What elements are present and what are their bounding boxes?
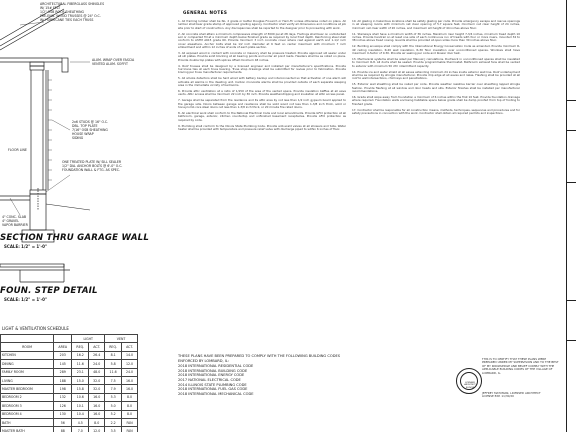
note-paragraph: 8. All electrical work shall conform to the National Electrical Code and local amendments. Provide GFCI protection at all bathroom, garage, exterior, kitchen countertop and unfinished basement receptacles. Provide AFCI protection as required by code. <box>178 111 346 122</box>
slab-callout: 4" CONC. SLAB 4" GRAVEL VAPOR BARRIER <box>2 215 28 227</box>
table-group-header-row <box>1 335 138 343</box>
architect-seal <box>456 368 482 394</box>
table-cell: 16.0 <box>122 376 138 384</box>
note-paragraph: 4. Roof trusses shall be designed by a licensed engineer and installed per manufacturer's specifications. Provide hurricane ties at each truss bearing. Truss shop drawings shall be submitted for review prior to fabrication. Provide bracing per truss manufacturer requirements. <box>178 63 346 75</box>
table-row <box>1 410 138 418</box>
note-paragraph: 16. Grade shall slope away from foundation a minimum of 6 inches within the first 10 feet. Provide foundation drainage where required. Foundation walls enclosing habitable space below grade shall be damp proofed from top of footing to finished grade. <box>352 95 520 106</box>
codes-list <box>178 364 348 396</box>
table-cell: 8.0 <box>122 393 138 401</box>
seal-text: LICENSED ARCHITECT ILLINOIS <box>464 382 476 389</box>
table-row <box>1 385 138 393</box>
table-group-header <box>1 335 54 343</box>
table-header: ACT. <box>122 343 138 351</box>
title-block-border <box>566 0 576 432</box>
table-cell: 2.2 <box>105 418 122 426</box>
table-cell: 7.9 <box>105 385 122 393</box>
step-detail-title: FOUN. STEP DETAIL <box>0 286 98 296</box>
building-codes-block <box>178 354 348 396</box>
table-cell: 26.4 <box>89 351 105 359</box>
table-group-header: VENT <box>105 335 138 343</box>
title-block-divider <box>566 340 576 341</box>
table-cell: 16.0 <box>89 393 105 401</box>
note-paragraph: 11. Stairways shall have a minimum width of 36 inches. Maximum riser height 7-3/4 inches, minimum tread depth 10 inches. Provide handrail on at least one side of each continuous run of treads with four or more risers, mounted 34 to 38 inches above tread nosing. Guards shall be provided at open sides more than 30 inches above floor. <box>352 31 520 43</box>
table-cell: 5.0 <box>105 402 122 410</box>
code-item: 2018 INTERNATIONAL FUEL GAS CODE <box>178 387 248 392</box>
table-cell: 145 <box>54 360 72 368</box>
table-cell: 32.0 <box>89 376 105 384</box>
table-cell-room: FAMILY ROOM <box>1 368 54 376</box>
code-item: 2014 ILLINOIS STATE PLUMBING CODE <box>178 382 247 387</box>
table-cell: 5.3 <box>105 393 122 401</box>
table-body <box>1 351 138 432</box>
table-cell: 11.6 <box>72 360 89 368</box>
table-cell: 5.8 <box>105 360 122 368</box>
note-paragraph: 1. All framing lumber shall be No. 2 grade or better Douglas Fir-Larch or Hem-Fir unless otherwise noted on plans. All lumber shall bear grade stamp of approved grading agency. Contractor shall verify all dimensions and conditions at job site prior to start of construction. Any discrepancies shall be reported to the designer prior to proceeding with work. <box>178 20 346 30</box>
code-item: 2018 INTERNATIONAL BUILDING CODE <box>178 368 248 373</box>
notes-column-1 <box>178 20 346 350</box>
note-paragraph: 7. Garage shall be separated from the residence and its attic area by not less than 1/2 inch gypsum board applied to the garage side. Doors between garage and residence shall be solid wood not less than 1-3/8 inch thick, solid or honeycomb core steel doors not less than 1-3/8 inch thick, or 20 minute fire rated doors. <box>178 98 346 110</box>
table-cell: 23.1 <box>72 368 89 376</box>
note-paragraph: 5. All smoke detectors shall be hard wired with battery backup and interconnected so that activation of one alarm will activate all alarms in the dwelling unit. Carbon monoxide alarms shall be provided outside of each separate sleeping area in the immediate vicinity of bedrooms. <box>178 76 346 87</box>
table-cell: 7.5 <box>105 376 122 384</box>
title-block-divider <box>566 130 576 131</box>
table-cell: 16.2 <box>72 351 89 359</box>
table-group-header <box>54 335 72 343</box>
vent-schedule-table <box>0 334 138 432</box>
table-cell: 4.5 <box>72 418 89 426</box>
title-block-divider <box>566 182 576 183</box>
note-paragraph: 13. Mechanical systems shall be sized per Manual J calculations. Ductwork in unconditioned spaces shall be insulated to minimum R-8. All ducts shall be sealed. Provide programmable thermostat. Bathroom exhaust fans shall be vented to exterior with minimum 50 cfm intermittent capacity. <box>352 57 520 68</box>
table-row <box>1 427 138 432</box>
certification-text: THIS IS TO CERTIFY THAT THESE PLANS WERE PREPARED UNDER MY SUPERVISION AND TO THE BEST OF MY KNOWLEDGE AND BELIEF COMPLY WITH THE APPLICABLE BUILDING CODES OF THE VILLAGE OF LOMBARD, IL. <box>482 357 559 375</box>
table-cell: 8.0 <box>89 418 105 426</box>
table-cell: 12.0 <box>122 360 138 368</box>
table-cell: 10.6 <box>72 393 89 401</box>
table-header: REQ. <box>105 343 122 351</box>
table-cell: 8.0 <box>122 402 138 410</box>
table-cell: 32.0 <box>89 385 105 393</box>
table-cell: 88 <box>54 427 72 432</box>
table-cell: 130 <box>54 410 72 418</box>
code-item: 2018 INTERNATIONAL ENERGY CODE <box>178 373 245 378</box>
seal-inner-ring <box>460 372 478 390</box>
table-cell-room: KITCHEN <box>1 351 54 359</box>
table-row <box>1 368 138 376</box>
table-cell: 16.0 <box>89 410 105 418</box>
code-item: 2017 NATIONAL ELECTRICAL CODE <box>178 377 241 382</box>
signature-block: JEFFREY MATUMAN, LICENSED ARCHITECT LICENSE EXP. 11/30/20 <box>482 391 541 399</box>
general-notes-title: GENERAL NOTES <box>183 10 228 15</box>
table-cell-room: MASTER BEDROOM <box>1 385 54 393</box>
vent-schedule-title: LIGHT & VENTILATION SCHEDULE <box>2 326 69 331</box>
table-cell: 188 <box>54 376 72 384</box>
floor-line-callout: FLOOR LINE <box>8 148 27 152</box>
code-item: 2018 INTERNATIONAL MECHANICAL CODE <box>178 391 254 396</box>
wall-callout: 2x6 STUDS @ 16" O.C. DBL. TOP PLATE 7/16" OSB SHEATHING HOUSE WRAP SIDING <box>72 120 109 140</box>
note-paragraph: 9. Plumbing shall conform to the Illinois State Plumbing Code. Provide anti-scald valves at all showers and tubs. Water heater shall be provided with temperature and pressure relief valve with discharge piped to within 6 inches of floor. <box>178 123 346 132</box>
table-row <box>1 376 138 384</box>
soffit-callout: ALUM. WRAP OVER FASCIA VENTED ALUM. SOFFIT <box>92 58 135 66</box>
table-group-header: LIGHT <box>72 335 105 343</box>
roof-callout: ARCHITECTURAL FIBERGLASS SHINGLES W/ 15# FELT 1/2" OSB ROOF SHEATHING PRE-ENG. WOOD TRUSSES @ 24" O.C. W/ HURRICANE TIES EACH TRUSS <box>40 2 105 22</box>
table-header-row <box>1 343 138 351</box>
table-cell: 24.0 <box>122 368 138 376</box>
section-title: SECTION THRU GARAGE WALL <box>0 233 150 243</box>
note-paragraph: 15. Exterior wall sheathing shall be nailed per code. Provide weather resistive barrier over sheathing lapped shingle fashion. Provide flashing at all window and door heads and sills. Exterior finishes shall be installed per manufacturer recommendations. <box>352 82 520 94</box>
table-cell: FAN <box>122 427 138 432</box>
title-block-divider <box>566 100 576 101</box>
step-detail-scale: SCALE: 1/2" = 1'-0" <box>4 297 47 302</box>
note-paragraph: 14. Provide ice and water shield at all eaves extending minimum 24 inches inside exterior wall line. Roof underlayment shall be as required by shingle manufacturer. Provide drip edge at all eaves and rakes. Flashing shall be provided at all roof to wall intersections, chimneys and penetrations. <box>352 69 520 81</box>
table-cell: 14.0 <box>122 351 138 359</box>
table-cell: 3.5 <box>105 427 122 432</box>
code-item: 2018 INTERNATIONAL RESIDENTIAL CODE <box>178 364 254 369</box>
table-cell-room: BEDROOM 3 <box>1 402 54 410</box>
table-cell-room: DINING <box>1 360 54 368</box>
table-header: AREA <box>54 343 72 351</box>
title-block-divider <box>566 46 576 47</box>
table-cell: 16.0 <box>122 385 138 393</box>
table-cell: 16.0 <box>89 402 105 410</box>
table-cell: 10.1 <box>72 402 89 410</box>
table-cell: 8.0 <box>122 410 138 418</box>
table-cell: 8.1 <box>105 351 122 359</box>
table-row <box>1 351 138 359</box>
table-cell: 203 <box>54 351 72 359</box>
note-paragraph: 2. All concrete shall attain a minimum compressive strength of 3000 psi at 28 days. Footings shall bear on undisturbed soil or compacted fill at a minimum depth below finished grade as required by local frost depth. Reinforcing steel shall conform to ASTM A615 grade 60. Provide minimum 3 inch concrete cover where cast against earth and 1-1/2 inch cover elsewhere. Anchor bolts shall be 1/2 inch diameter at 6 feet on center maximum with minimum 7 inch embedment and within 12 inches of ends of each plate section. <box>178 31 346 49</box>
table-header: ROOM <box>1 343 54 351</box>
table-header: REQ. <box>72 343 89 351</box>
table-cell: 11.6 <box>105 368 122 376</box>
note-paragraph: 6. Provide attic ventilation at a ratio of 1/150 of the area of the vented space. Provide insulation baffles at all eave vents. Attic access shall be minimum 22 inch by 30 inch. Provide weatherstripping and insulation at attic access panel. <box>178 89 346 97</box>
table-cell-room: LIVING <box>1 376 54 384</box>
note-paragraph: 17. Contractor shall be responsible for all construction means, methods, techniques, sequences and procedures and for safety precautions in connection with the work. Contractor shall obtain all required permits and inspections. <box>352 107 520 116</box>
table-cell: 24.0 <box>89 360 105 368</box>
table-row <box>1 393 138 401</box>
table-cell: FAN <box>122 418 138 426</box>
table-row <box>1 402 138 410</box>
table-cell: 126 <box>54 402 72 410</box>
codes-heading: THESE PLANS HAVE BEEN PREPARED TO COMPLY WITH THE FOLLOWING BUILDING CODES ENFORCED BY LOMBARD, IL: <box>178 354 341 363</box>
note-paragraph: 3. All exposed wood in contact with concrete or masonry shall be pressure treated. Provide approved sill sealer under all sill plates. Provide solid blocking at all bearing points and under all point loads. Headers shall be as noted on plans. Provide double top plates with splices offset minimum 48 inches. <box>178 50 346 62</box>
table-row <box>1 360 138 368</box>
table-cell: 10.4 <box>72 410 89 418</box>
table-cell-room: BATH <box>1 418 54 426</box>
foundation-callout: ONE TREATED PLATE W/ SILL SEALER 1/2" DIA. ANCHOR BOLTS @ 6'-0" O.C. FOUNDATION WALL & FTG. AS SPEC. <box>62 160 123 172</box>
table-cell-room: BEDROOM 2 <box>1 393 54 401</box>
table-cell: 56 <box>54 418 72 426</box>
table-cell: 48.0 <box>89 368 105 376</box>
table-header: ACT. <box>89 343 105 351</box>
note-paragraph: 12. Building envelope shall comply with the International Energy Conservation Code as amended. Provide minimum R-49 ceiling insulation, R-20 wall insulation, R-30 floor insulation over unconditioned spaces. Windows shall have maximum U-factor of 0.30. Provide air sealing per code and blower door test. <box>352 44 520 55</box>
table-cell: 15.8 <box>72 385 89 393</box>
table-row <box>1 418 138 426</box>
title-block-divider <box>566 300 576 301</box>
table-cell: 198 <box>54 385 72 393</box>
table-cell: 7.0 <box>72 427 89 432</box>
table-cell: 15.0 <box>72 376 89 384</box>
wall-section-drawing <box>0 0 140 310</box>
table-cell-room: MASTER BATH <box>1 427 54 432</box>
table-cell: 12.0 <box>89 427 105 432</box>
table-cell-room: BEDROOM 4 <box>1 410 54 418</box>
table-cell: 132 <box>54 393 72 401</box>
table-cell: 289 <box>54 368 72 376</box>
section-scale: SCALE: 1/2" = 1'-0" <box>4 244 47 249</box>
table-cell: 5.2 <box>105 410 122 418</box>
notes-column-2 <box>352 20 520 350</box>
note-paragraph: 10. All glazing in hazardous locations shall be safety glazing per code. Provide emergency escape and rescue openings in all sleeping rooms with minimum net clear opening of 5.7 square feet, minimum net clear height of 24 inches, minimum net clear width of 20 inches, and maximum sill height of 44 inches above floor. <box>352 20 520 30</box>
